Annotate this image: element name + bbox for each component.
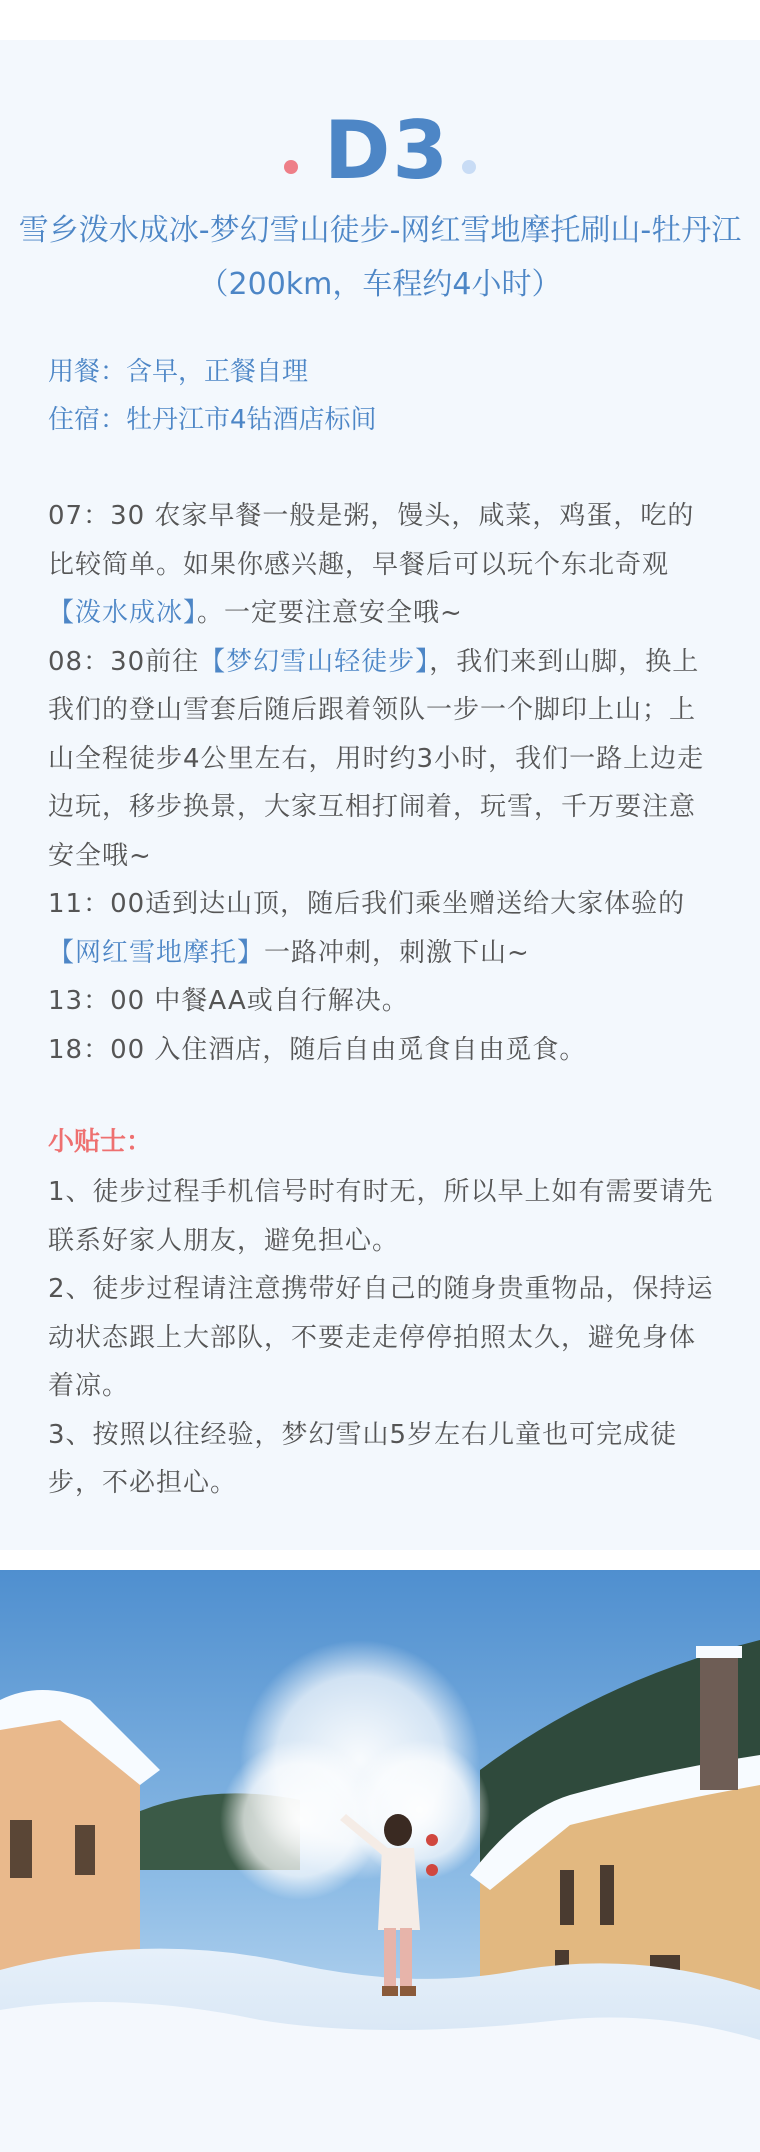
itinerary-item: 13：00 中餐AA或自行解决。 — [48, 986, 409, 1016]
info-block — [48, 348, 718, 444]
itinerary-item: 18：00 入住酒店，随后自由觅食自由觅食。 — [48, 1034, 587, 1065]
itinerary-text: 07：30 农家早餐一般是粥，馒头，咸菜，鸡蛋，吃的比较简单。如果你感兴趣，早餐后可以玩个东北奇观 — [48, 501, 695, 580]
itinerary-item — [48, 492, 718, 638]
tip-item: 1、徒步过程手机信号时有时无，所以早上如有需要请先联系好家人朋友，避免担心。 — [48, 1177, 714, 1256]
route-title: 雪乡泼水成冰-梦幻雪山徒步-网红雪地摩托刷山-牡丹江（200km，车程约4小时） — [18, 213, 742, 302]
itinerary-item — [48, 880, 718, 977]
itinerary-text: 。一定要注意安全哦~ — [197, 598, 463, 628]
itinerary — [48, 492, 718, 1074]
itinerary-text: 11：00适到达山顶，随后我们乘坐赠送给大家体验的 — [48, 889, 686, 919]
meals-line: 用餐：含早，正餐自理 — [48, 357, 309, 387]
itinerary-text: 一路冲刺，刺激下山~ — [264, 937, 530, 968]
snow-village-photo — [0, 1570, 760, 2152]
itinerary-highlight: 【梦幻雪山轻徒步】 — [199, 646, 430, 677]
lodging-line: 住宿：牡丹江市4钻酒店标间 — [48, 405, 377, 435]
tips-title: 小贴士： — [48, 1127, 153, 1157]
decor-dot-blue — [462, 160, 476, 174]
tips-list — [48, 1168, 718, 1508]
day-header — [0, 106, 760, 196]
day-card — [0, 40, 760, 1550]
day-title: D3 — [323, 104, 451, 197]
itinerary-highlight: 【网红雪地摩托】 — [48, 937, 265, 968]
itinerary-text: 08：30前往 — [48, 646, 200, 677]
tip-item: 3、按照以往经验，梦幻雪山5岁左右儿童也可完成徒步，不必担心。 — [48, 1419, 678, 1498]
tip-item: 2、徒步过程请注意携带好自己的随身贵重物品，保持运动状态跟上大部队，不要走走停停拍照太久，避免身体着凉。 — [48, 1274, 714, 1401]
itinerary-item — [48, 638, 718, 881]
itinerary-text: ，我们来到山脚，换上我们的登山雪套后随后跟着领队一步一个脚印上山；上山全程徒步4公里左右，用时约3小时，我们一路上边走边玩，移步换景，大家互相打闹着，玩雪，千万要注意安全哦~ — [48, 646, 705, 871]
decor-dot-pink — [284, 160, 298, 174]
itinerary-highlight: 【泼水成冰】 — [48, 598, 198, 628]
